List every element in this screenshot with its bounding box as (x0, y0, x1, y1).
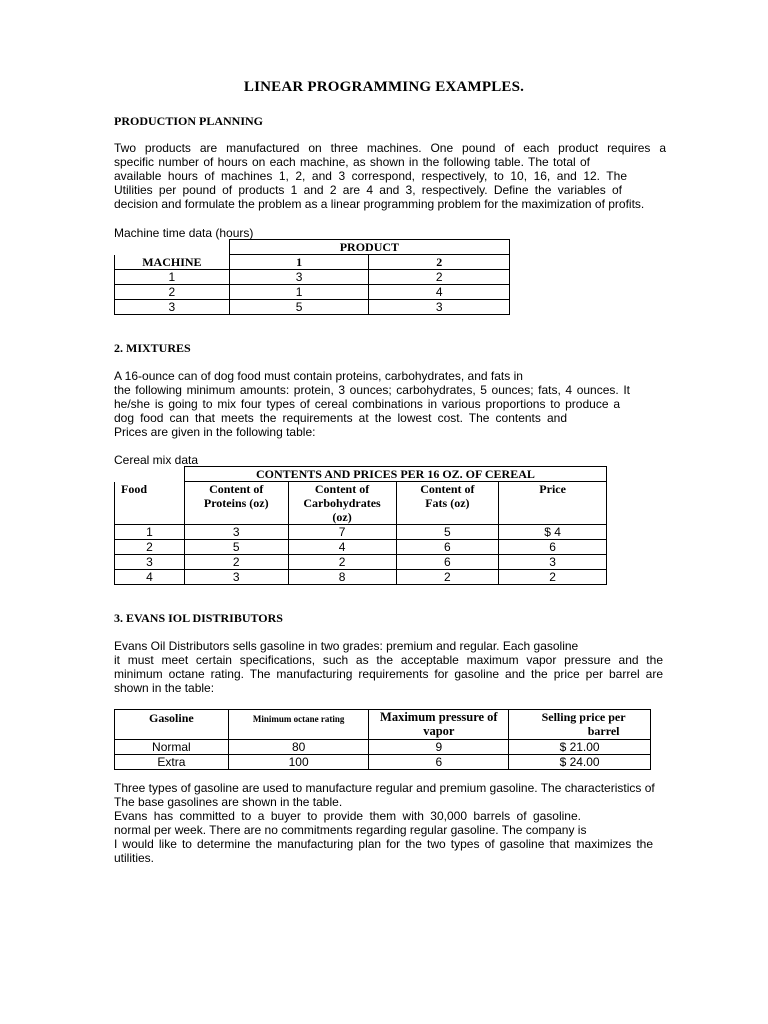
paragraph-line: the following minimum amounts: protein, 3 ounces; carbohydrates, 5 ounces; fats, 4 ounces. It (114, 383, 630, 397)
table-cell: 2 (115, 540, 185, 555)
header-text: Gasoline (149, 711, 194, 725)
header-text: Food (121, 482, 148, 496)
table-cell: 3 (369, 300, 510, 315)
table-cell: 2 (184, 555, 288, 570)
contents-group-header: CONTENTS AND PRICES PER 16 OZ. OF CEREAL (184, 467, 606, 482)
paragraph-line: Prices are given in the following table: (114, 425, 316, 439)
column-header-fats (396, 482, 499, 525)
table-caption-cereal-mix: Cereal mix data (114, 453, 199, 467)
column-header-proteins (184, 482, 288, 525)
table-cell: 80 (228, 740, 369, 755)
header-text: Content of (420, 482, 475, 496)
paragraph-line: shown in the table: (114, 681, 215, 695)
table-cell: 2 (288, 555, 396, 570)
column-header-food (115, 482, 185, 525)
machine-time-table (114, 239, 510, 315)
table-cell: 5 (229, 300, 369, 315)
table-row (115, 755, 651, 770)
paragraph-line: Evans has committed to a buyer to provide them with 30,000 barrels of gasoline. (114, 809, 581, 823)
table-cell: 9 (369, 740, 509, 755)
paragraph-line: minimum octane rating. The manufacturing requirements for gasoline and the price per barrel are (114, 667, 663, 681)
column-header-gasoline (115, 710, 229, 740)
paragraph-line: he/she is going to mix four types of cereal combinations in various proportions to produce a (114, 397, 620, 411)
section-heading-mixtures: 2. MIXTURES (114, 341, 191, 355)
header-text: Selling price per (541, 710, 626, 724)
column-header: 2 (369, 255, 510, 270)
product-group-header: PRODUCT (229, 240, 509, 255)
paragraph-line: normal per week. There are no commitments regarding regular gasoline. The company is (114, 823, 587, 837)
table-row (115, 300, 510, 315)
table-cell: 3 (115, 555, 185, 570)
paragraph-line: I would like to determine the manufacturing plan for the two types of gasoline that maximizes the (114, 837, 653, 851)
header-text: vapor (423, 724, 455, 738)
table-cell: 2 (115, 285, 230, 300)
table-row (115, 270, 510, 285)
table-row (115, 555, 607, 570)
column-header: MACHINE (115, 255, 230, 270)
table-header-row (115, 467, 607, 482)
header-text: Minimum octane rating (252, 714, 345, 724)
paragraph-line: Utilities per pound of products 1 and 2 are 4 and 3, respectively. Define the variables of (114, 183, 622, 197)
paragraph-line: utilities. (114, 851, 155, 865)
table-cell: 6 (369, 755, 509, 770)
paragraph-line: The base gasolines are shown in the table. (114, 795, 343, 809)
column-header-octane (228, 710, 369, 740)
paragraph-line: Two products are manufactured on three machines. One pound of each product requires a (114, 141, 666, 155)
table-row (115, 740, 651, 755)
header-text: Content of (209, 482, 264, 496)
table-cell: 4 (115, 570, 185, 585)
section-heading-evans-distributors: 3. EVANS IOL DISTRIBUTORS (114, 611, 283, 625)
paragraph-line: decision and formulate the problem as a linear programming problem for the maximization of profits. (114, 197, 645, 211)
column-header-carbohydrates (288, 482, 396, 525)
paragraph-line: Evans Oil Distributors sells gasoline in two grades: premium and regular. Each gasoline (114, 639, 579, 653)
table-cell: 8 (288, 570, 396, 585)
table-cell: $ 24.00 (509, 755, 651, 770)
table-cell: 2 (499, 570, 607, 585)
table-row (115, 570, 607, 585)
table-cell: 100 (228, 755, 369, 770)
table-cell: 4 (288, 540, 396, 555)
header-text: Price (539, 482, 566, 496)
table-cell: Normal (115, 740, 229, 755)
paragraph-line: available hours of machines 1, 2, and 3 correspond, respectively, to 10, 16, and 12. The (114, 169, 627, 183)
header-text: Maximum pressure of (380, 710, 498, 724)
table-cell: 7 (288, 525, 396, 540)
table-row (115, 525, 607, 540)
section1-paragraph (114, 141, 666, 211)
table-row (115, 540, 607, 555)
table-cell: 6 (499, 540, 607, 555)
table-header-row (115, 255, 510, 270)
table-cell: 4 (369, 285, 510, 300)
section-heading-production-planning: PRODUCTION PLANNING (114, 114, 264, 128)
table-cell: 3 (229, 270, 369, 285)
paragraph-line: specific number of hours on each machine, as shown in the following table. The total of (114, 155, 590, 169)
header-text: (oz) (332, 510, 352, 524)
paragraph-line: A 16-ounce can of dog food must contain proteins, carbohydrates, and fats in (114, 369, 523, 383)
table-cell: 3 (184, 525, 288, 540)
column-header-price (499, 482, 607, 525)
table-caption-machine-time: Machine time data (hours) (114, 226, 254, 240)
column-header-pressure (369, 710, 509, 740)
table-cell: 6 (396, 555, 499, 570)
cereal-mix-table (114, 466, 607, 585)
table-header-row (115, 482, 607, 525)
paragraph-line: dog food can that meets the requirements at the lowest cost. The contents and (114, 411, 567, 425)
table-cell: 1 (229, 285, 369, 300)
paragraph-line: it must meet certain specifications, such as the acceptable maximum vapor pressure and the (114, 653, 663, 667)
header-text: barrel (587, 724, 620, 738)
table-cell: $ 21.00 (509, 740, 651, 755)
section3-paragraph-2 (114, 781, 673, 865)
paragraph-line: Three types of gasoline are used to manufacture regular and premium gasoline. The characteristics of (114, 781, 655, 795)
table-cell: $ 4 (499, 525, 607, 540)
header-text: Fats (oz) (425, 496, 470, 510)
table-header-row (115, 710, 651, 740)
column-header-price (509, 710, 651, 740)
table-cell: 3 (184, 570, 288, 585)
table-cell: 5 (396, 525, 499, 540)
section2-paragraph (114, 369, 630, 439)
header-text: Content of (314, 482, 370, 496)
table-cell: Extra (115, 755, 229, 770)
table-cell: 2 (396, 570, 499, 585)
column-header: 1 (229, 255, 369, 270)
table-cell: 2 (369, 270, 510, 285)
table-cell: 3 (115, 300, 230, 315)
header-text: Proteins (oz) (203, 496, 269, 510)
table-cell: 3 (499, 555, 607, 570)
header-text: Carbohydrates (303, 496, 381, 510)
gasoline-requirements-table (114, 709, 651, 770)
page-title: LINEAR PROGRAMMING EXAMPLES. (243, 79, 525, 95)
table-cell: 1 (115, 270, 230, 285)
section3-paragraph (114, 639, 663, 695)
table-cell: 5 (184, 540, 288, 555)
table-header-row (115, 240, 510, 255)
table-cell: 1 (115, 525, 185, 540)
table-cell: 6 (396, 540, 499, 555)
table-row (115, 285, 510, 300)
